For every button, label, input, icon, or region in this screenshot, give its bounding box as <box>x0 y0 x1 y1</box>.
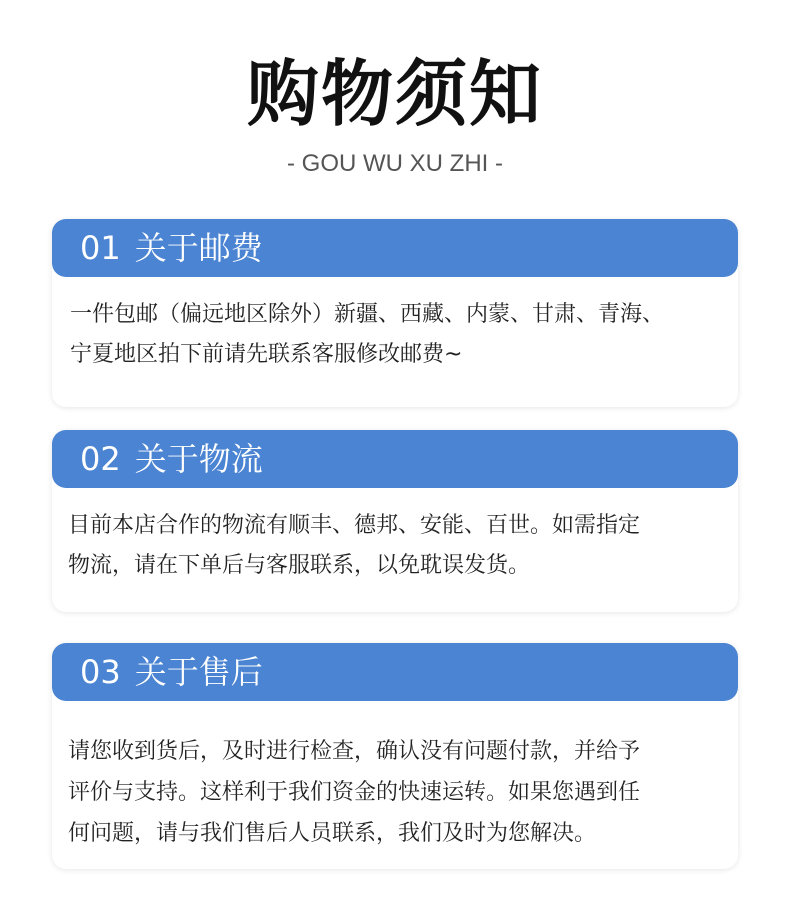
page-title: 购物须知 <box>246 52 543 136</box>
section-heading: 关于邮费 <box>134 229 263 267</box>
section-number: 03 <box>80 653 121 691</box>
notice-card-after-sales <box>52 643 738 869</box>
page-subtitle: - GOU WU XU ZHI - <box>287 150 503 177</box>
section-heading: 关于物流 <box>134 440 263 478</box>
notice-card-shipping-fee <box>52 219 738 407</box>
section-body: 一件包邮（偏远地区除外）新疆、西藏、内蒙、甘肃、青海、 宁夏地区拍下前请先联系客服修改邮费~ <box>70 302 665 367</box>
notice-card-logistics <box>52 430 738 612</box>
section-number: 02 <box>80 440 121 478</box>
section-header <box>52 643 738 701</box>
section-header <box>52 430 738 488</box>
section-header <box>52 219 738 277</box>
section-heading: 关于售后 <box>134 653 263 691</box>
section-body: 目前本店合作的物流有顺丰、德邦、安能、百世。如需指定 物流，请在下单后与客服联系，以免耽误发货。 <box>68 513 641 578</box>
section-number: 01 <box>80 229 121 267</box>
section-body: 请您收到货后，及时进行检查，确认没有问题付款，并给予 评价与支持。这样利于我们资金的快速运转。如果您遇到任 何问题，请与我们售后人员联系，我们及时为您解决。 <box>68 739 641 846</box>
